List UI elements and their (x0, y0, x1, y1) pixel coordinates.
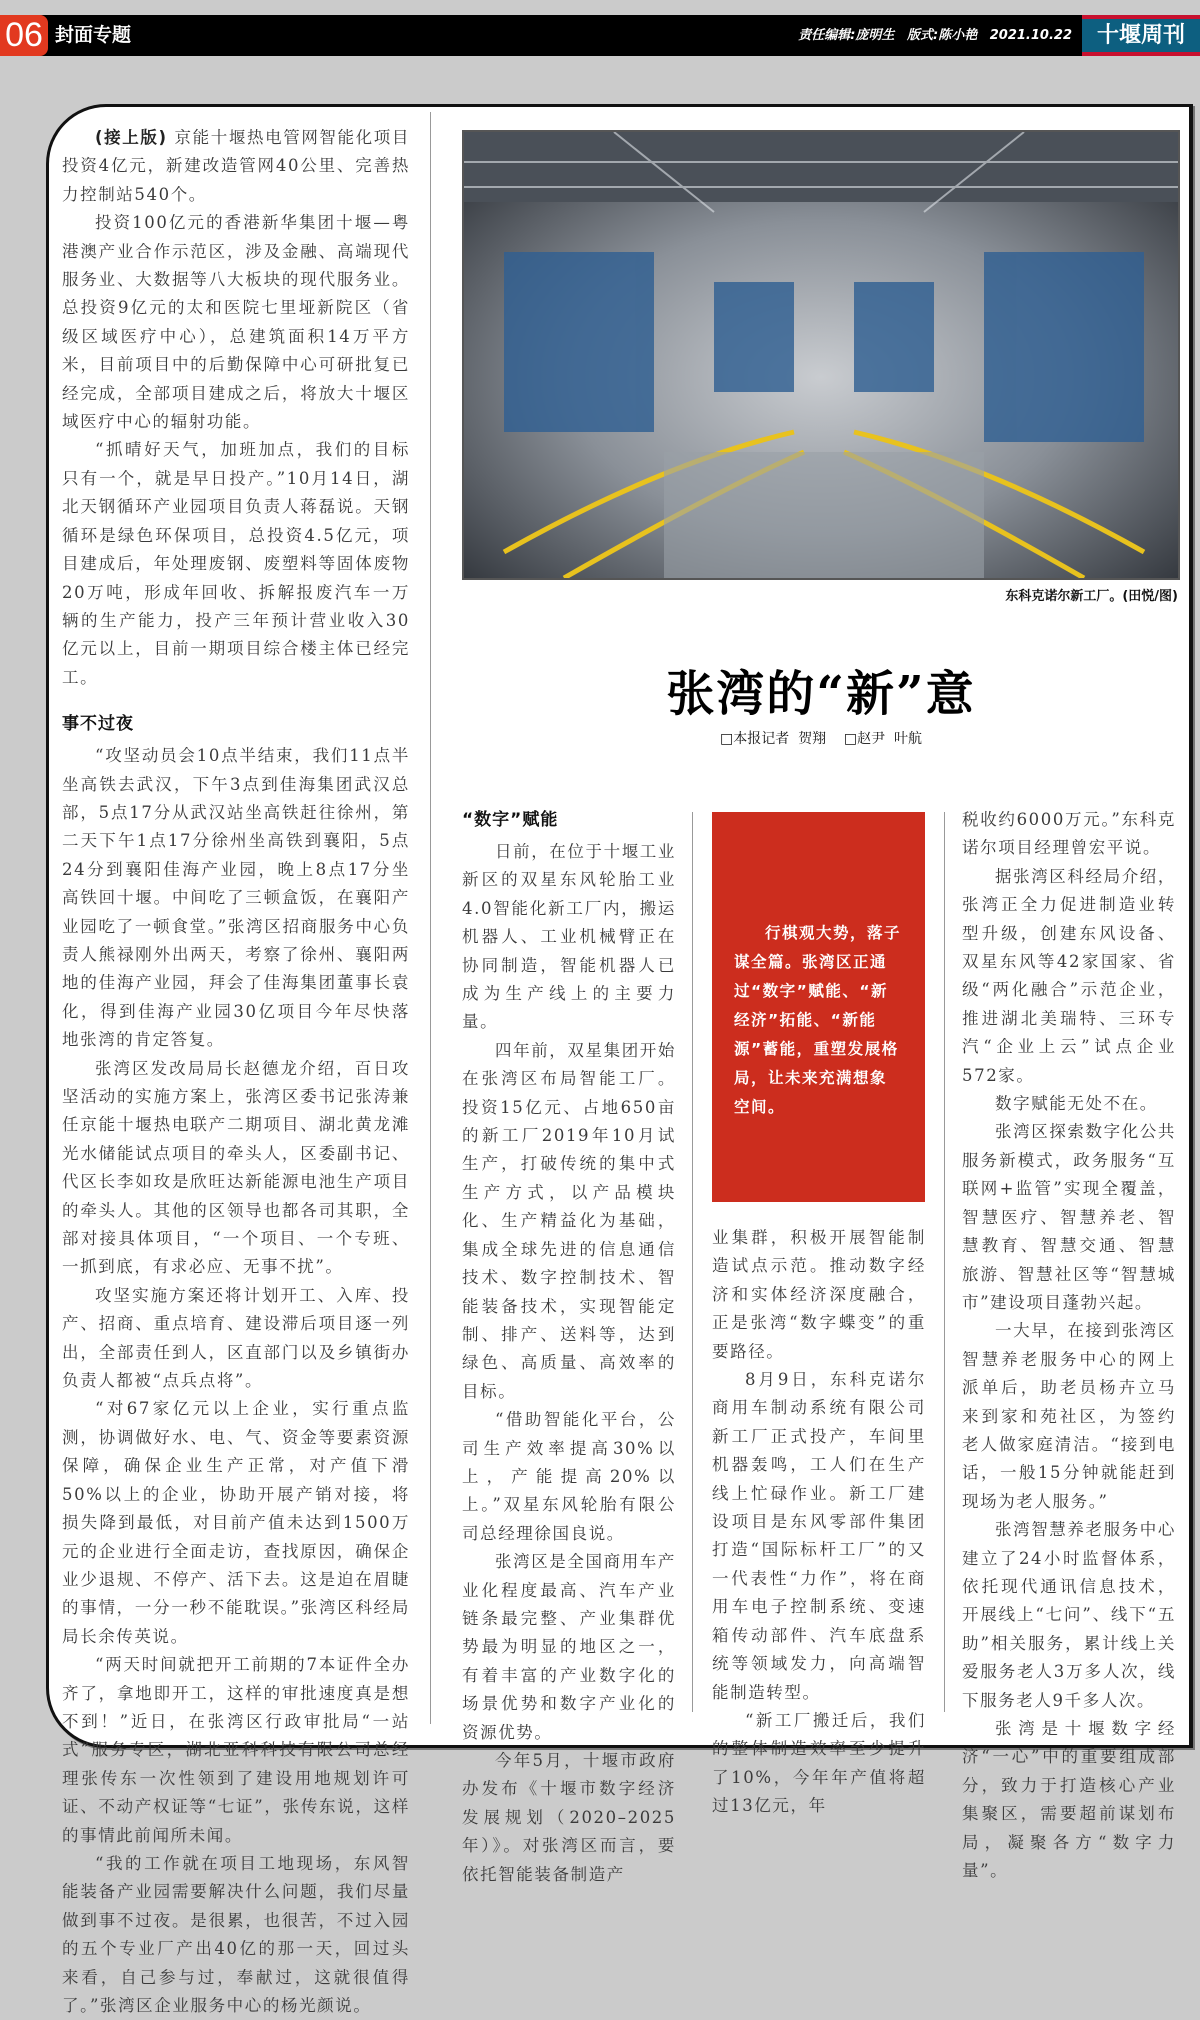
paragraph: 日前，在位于十堰工业新区的双星东风轮胎工业4.0智能化新工厂内，搬运机器人、工业机械臂正在协同制造，智能机器人已成为生产线上的主要力量。 (462, 842, 676, 1032)
paragraph: 张湾智慧养老服务中心建立了24小时监督体系，依托现代通讯信息技术，开展线上“七问”、线下“五助”相关服务，累计线上关爱服务老人3万多人次，线下服务老人9千多人次。 (962, 1520, 1176, 1710)
left-column (62, 124, 410, 2020)
paragraph: 四年前，双星集团开始在张湾区布局智能工厂。投资15亿元、占地650亩的新工厂2019年10月试生产，打破传统的集中式生产方式，以产品模块化、生产精益化为基础，集成全球先进的信息通信技术、数字控制技术、智能装备技术，实现智能定制、排产、送料等，达到绿色、高质量、高效率的目标。 (462, 1040, 676, 1401)
paragraph: “借助智能化平台，公司生产效率提高30%以上，产能提高20%以上。”双星东风轮胎有限公司总经理徐国良说。 (462, 1410, 676, 1543)
column-divider (944, 812, 945, 1712)
subhead: 事不过夜 (62, 714, 134, 735)
paragraph: 今年5月，十堰市政府办发布《十堰市数字经济发展规划（2020–2025年）》。对张湾区而言，要依托智能装备制造产 (462, 1751, 676, 1884)
section-title: 封面专题 (55, 24, 132, 46)
article-column-2 (712, 1224, 926, 1821)
article-column-1 (462, 806, 676, 1889)
lead-paragraph (62, 124, 410, 209)
paragraph: “攻坚动员会10点半结束，我们11点半坐高铁去武汉，下午3点到佳海集团武汉总部，5点17分从武汉站坐高铁赶往徐州，第二天下午1点17分徐州坐高铁到襄阳，5点24分到襄阳佳海产业园，晚上8点17分坐高铁回十堰。中间吃了三顿盒饭，在襄阳产业园吃了一顿食堂。”张湾区招商服务中心负责人熊禄刚外出两天，考察了徐州、襄阳两地的佳海产业园，拜会了佳海集团董事长袁化，得到佳海产业园30亿项目今年尽快落地张湾的肯定答复。 (62, 746, 410, 1050)
paragraph: 8月9日，东科克诺尔商用车制动系统有限公司新工厂正式投产，车间里机器轰鸣，工人们在生产线上忙碌作业。新工厂建设项目是东风零部件集团打造“国际标杆工厂”的又一代表性“力作”，将在商用车电子控制系统、变速箱传动部件、汽车底盘系统等领域发力，向高端智能制造转型。 (712, 1370, 926, 1702)
lead-text: 京能十堰热电管网智能化项目投资4亿元，新建改造管网40公里、完善热力控制站540个。 (62, 128, 410, 204)
paragraph: “新工厂搬迁后，我们的整体制造效率至少提升了10%，今年年产值将超过13亿元，年 (712, 1710, 926, 1816)
paragraph: 据张湾区科经局介绍，张湾正全力促进制造业转型升级，创建东风设备、双星东风等42家国家、省级“两化融合”示范企业，推进湖北美瑞特、三环专汽“企业上云”试点企业572家。 (962, 866, 1176, 1085)
column-divider (692, 812, 693, 1712)
paragraph: “抓晴好天气，加班加点，我们的目标只有一个，就是早日投产。”10月14日，湖北天钢循环产业园项目负责人蒋磊说。天钢循环是绿色环保项目，总投资4.5亿元，项目建成后，年处理废钢、废塑料等固体废物20万吨，形成年回收、拆解报废汽车一万辆的生产能力，投产三年预计营业收入30亿元以上，目前一期项目综合楼主体已经完工。 (62, 440, 410, 687)
paragraph: 张湾是十堰数字经济“一心”中的重要组成部分，致力于打造核心产业集聚区，需要超前谋划布局，凝聚各方“数字力量”。 (962, 1719, 1176, 1881)
factory-photo (462, 130, 1180, 580)
pull-quote: 行棋观大势，落子谋全篇。张湾区正通过“数字”赋能、“新经济”拓能、“新能源”蓄能，重塑发展格局，让未来充满想象空间。 (712, 812, 925, 1202)
article-title: 张湾的“新”意 (666, 666, 976, 722)
continued-label: (接上版) (95, 128, 168, 147)
paragraph: 张湾区是全国商用车产业化程度最高、汽车产业链条最完整、产业集群优势最为明显的地区之一，有着丰富的产业数字化的场景优势和数字产业化的资源优势。 (462, 1552, 676, 1742)
factory-floor-image (464, 132, 1178, 578)
paragraph: “两天时间就把开工前期的7本证件全办齐了，拿地即开工，这样的审批速度真是想不到！”近日，在张湾区行政审批局“一站式”服务专区，湖北亚科科技有限公司总经理张传东一次性领到了建设用地规划许可证、不动产权证等“七证”，张传东说，这样的事情此前闻所未闻。 (62, 1655, 410, 1845)
page-number: 06 (0, 15, 48, 56)
paragraph: 张湾区探索数字化公共服务新模式，政务服务“互联网+监管”实现全覆盖，智慧医疗、智慧养老、智慧教育、智慧交通、智慧旅游、智慧社区等“智慧城市”建设项目蓬勃兴起。 (962, 1122, 1176, 1312)
layout-designer: 版式:陈小艳 (907, 28, 978, 43)
masthead-logo: 十堰周刊 (1082, 15, 1200, 56)
paragraph: 数字赋能无处不在。 (995, 1094, 1158, 1114)
subhead: “数字”赋能 (462, 810, 559, 830)
paragraph: “对67家亿元以上企业，实行重点监测，协调做好水、电、气、资金等要素资源保障，确保企业生产正常，对产值下滑50%以上的企业，协助开展产销对接，将损失降到最低，对目前产值未达到1500万元的企业进行全面走访，查找原因，确保企业少退规、不停产、活下去。这是迫在眉睫的事情，一分一秒不能耽误。”张湾区科经局局长余传英说。 (62, 1399, 410, 1646)
paragraph: 张湾区发改局局长赵德龙介绍，百日攻坚活动的实施方案上，张湾区委书记张涛兼任京能十堰热电联产二期项目、湖北黄龙滩光水储能试点项目的牵头人，区委副书记、代区长李如玫是欣旺达新能源电池生产项目的牵头人。其他的区领导也都各司其职，全部对接具体项目，“一个项目、一个专班、一抓到底，有求必应、无事不扰”。 (62, 1058, 410, 1277)
editor-info (790, 15, 1072, 56)
issue-date: 2021.10.22 (989, 28, 1072, 43)
paragraph: 一大早，在接到张湾区智慧养老服务中心的网上派单后，助老员杨卉立马来到家和苑社区，为签约老人做家庭清洁。“接到电话，一般15分钟就能赶到现场为老人服务。” (962, 1321, 1176, 1511)
paragraph: 投资100亿元的香港新华集团十堰—粤港澳产业合作示范区，涉及金融、高端现代服务业、大数据等八大板块的现代服务业。总投资9亿元的太和医院七里垭新院区（省级区域医疗中心），总建筑面积14万平方米，目前项目中的后勤保障中心可研批复已经完成，全部项目建成之后，将放大十堰区域医疗中心的辐射功能。 (62, 213, 410, 432)
column-divider (430, 112, 431, 1724)
article-column-3 (962, 806, 1176, 1885)
paragraph: “我的工作就在项目工地现场，东风智能装备产业园需要解决什么问题，我们尽量做到事不过夜。是很累，也很苦，不过入园的五个专业厂产出40亿的那一天，回过头来看，自己参与过，奉献过，这就很值得了。”张湾区企业服务中心的杨光颜说。 (62, 1853, 410, 2015)
continued-paragraph: 税收约6000万元。”东科克诺尔项目经理曾宏平说。 (962, 810, 1176, 858)
photo-caption: 东科克诺尔新工厂。(田悦/图) (1005, 589, 1178, 604)
continued-paragraph: 业集群，积极开展智能制造试点示范。推动数字经济和实体经济深度融合，正是张湾“数字蝶变”的重要路径。 (712, 1228, 926, 1361)
byline: □本报记者 贺翔 □赵尹 叶航 (719, 731, 923, 747)
editor-name: 责任编辑:庞明生 (798, 28, 895, 43)
paragraph: 攻坚实施方案还将计划开工、入库、投产、招商、重点培育、建设滞后项目逐一列出，全部责任到人，区直部门以及乡镇街办负责人都被“点兵点将”。 (62, 1285, 410, 1391)
